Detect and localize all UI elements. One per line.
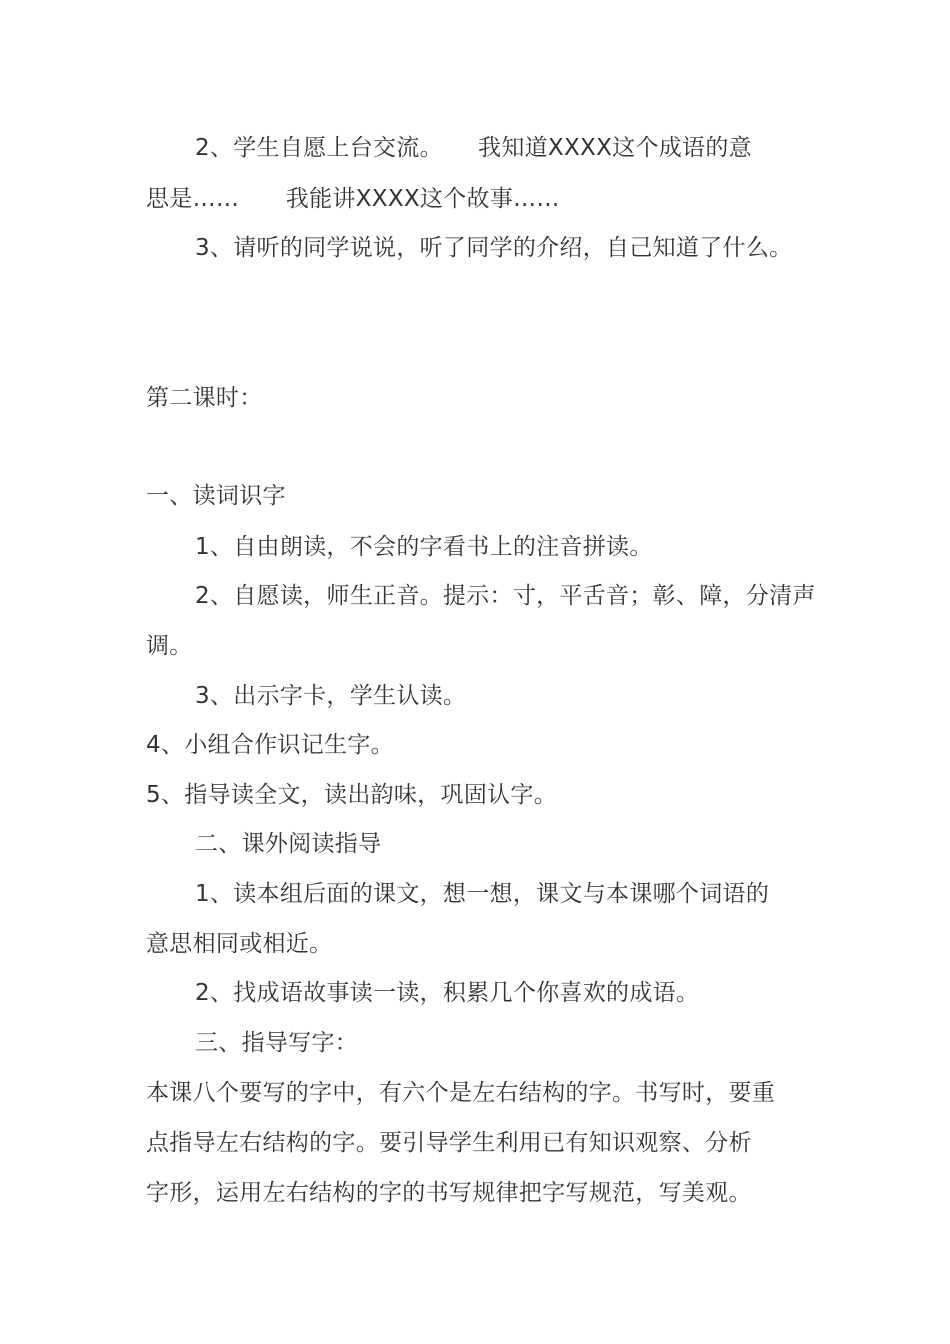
- text-line: 2、找成语故事读一读，积累几个你喜欢的成语。: [195, 980, 700, 1006]
- text-line: 意思相同或相近。: [146, 931, 333, 957]
- text-line: 2、学生自愿上台交流。 我知道XXXX这个成语的意: [195, 135, 752, 161]
- text-line: 1、读本组后面的课文，想一想，课文与本课哪个词语的: [195, 881, 770, 907]
- text-line: 思是…… 我能讲XXXX这个故事……: [146, 186, 560, 212]
- text-line: 3、出示字卡，学生认读。: [195, 683, 467, 709]
- section-heading: 三、指导写字：: [195, 1030, 359, 1056]
- text-line: 3、请听的同学说说，听了同学的介绍，自己知道了什么。: [195, 235, 793, 261]
- text-line: 本课八个要写的字中，有六个是左右结构的字。书写时，要重: [146, 1080, 776, 1106]
- text-line: 点指导左右结构的字。要引导学生利用已有知识观察、分析: [146, 1130, 752, 1156]
- text-line: 5、指导读全文，读出韵味，巩固认字。: [146, 782, 558, 808]
- text-line: 字形，运用左右结构的字的书写规律把字写规范，写美观。: [146, 1180, 752, 1206]
- text-line: 1、自由朗读，不会的字看书上的注音拼读。: [195, 534, 653, 560]
- section-heading: 二、课外阅读指导: [195, 831, 382, 857]
- text-line: 调。: [146, 633, 193, 659]
- text-line: 4、小组合作识记生字。: [146, 732, 394, 758]
- section-heading: 第二课时：: [146, 385, 263, 411]
- text-line: 2、自愿读，师生正音。提示：寸，平舌音；彰、障，分清声: [195, 583, 816, 609]
- section-heading: 一、读词识字: [146, 483, 286, 509]
